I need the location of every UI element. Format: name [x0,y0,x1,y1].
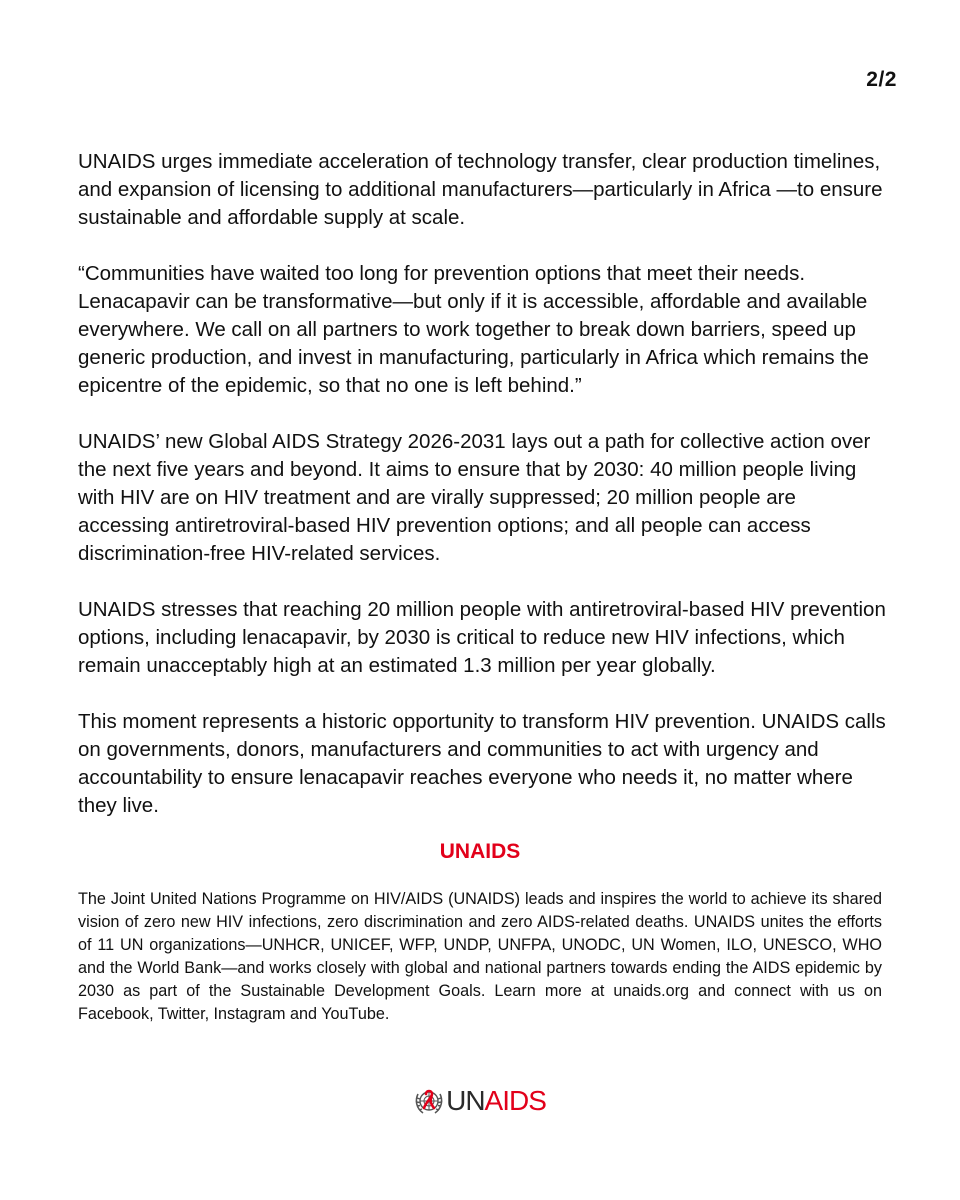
logo-wordmark [446,1086,546,1116]
press-release-body [78,148,888,848]
about-heading: UNAIDS [439,840,521,863]
paragraph-historic-opportunity: This moment represents a historic opportunity to transform HIV prevention. UNAIDS calls on governments, donors, manufacturers and communities to act with urgency and accountability to ensure lenacapavir reaches everyone who needs it, no matter where they live. [78,710,886,817]
logo-aids-text: AIDS [484,1085,546,1116]
paragraph-community-quote: “Communities have waited too long for prevention options that meet their needs. Lenacapavir can be transformative—but only if it is accessible, affordable and available everywhere. We call on all partners to work together to break down barriers, speed up generic production, and invest in manufacturing, particularly in Africa which remains the epicentre of the epidemic, so that no one is left behind.” [78,262,869,397]
paragraph-technology-transfer: UNAIDS urges immediate acceleration of technology transfer, clear production timelines, and expansion of licensing to additional manufacturers—particularly in Africa —to ensure sustainable and affordable supply at scale. [78,150,883,229]
about-unaids-text: The Joint United Nations Programme on HIV/AIDS (UNAIDS) leads and inspires the world to achieve its shared vision of zero new HIV infections, zero discrimination and zero AIDS-related deaths. UNAIDS unites the efforts of 11 UN organizations—UNHCR, UNICEF, WFP, UNDP, UNFPA, UNODC, UN Women, ILO, UNESCO, WHO and the World Bank—and works closely with global and national partners towards ending the AIDS epidemic by 2030 as part of the Sustainable Development Goals. Learn more at unaids.org and connect with us on Facebook, Twitter, Instagram and YouTube. [78,890,882,1023]
unaids-logo [0,1086,960,1116]
paragraph-global-strategy: UNAIDS’ new Global AIDS Strategy 2026-2031 lays out a path for collective action over the next five years and beyond. It aims to ensure that by 2030: 40 million people living with HIV are on HIV treatment and are virally suppressed; 20 million people are accessing antiretroviral-based HIV prevention options; and all people can access discrimination-free HIV-related services. [78,430,871,565]
logo-un-text: UN [446,1085,485,1116]
un-emblem-red-ribbon-icon [414,1086,444,1116]
paragraph-prevention-target: UNAIDS stresses that reaching 20 million people with antiretroviral-based HIV prevention options, including lenacapavir, by 2030 is critical to reduce new HIV infections, which remain unacceptably high at an estimated 1.3 million per year globally. [78,598,886,677]
page-number: 2/2 [866,68,897,91]
